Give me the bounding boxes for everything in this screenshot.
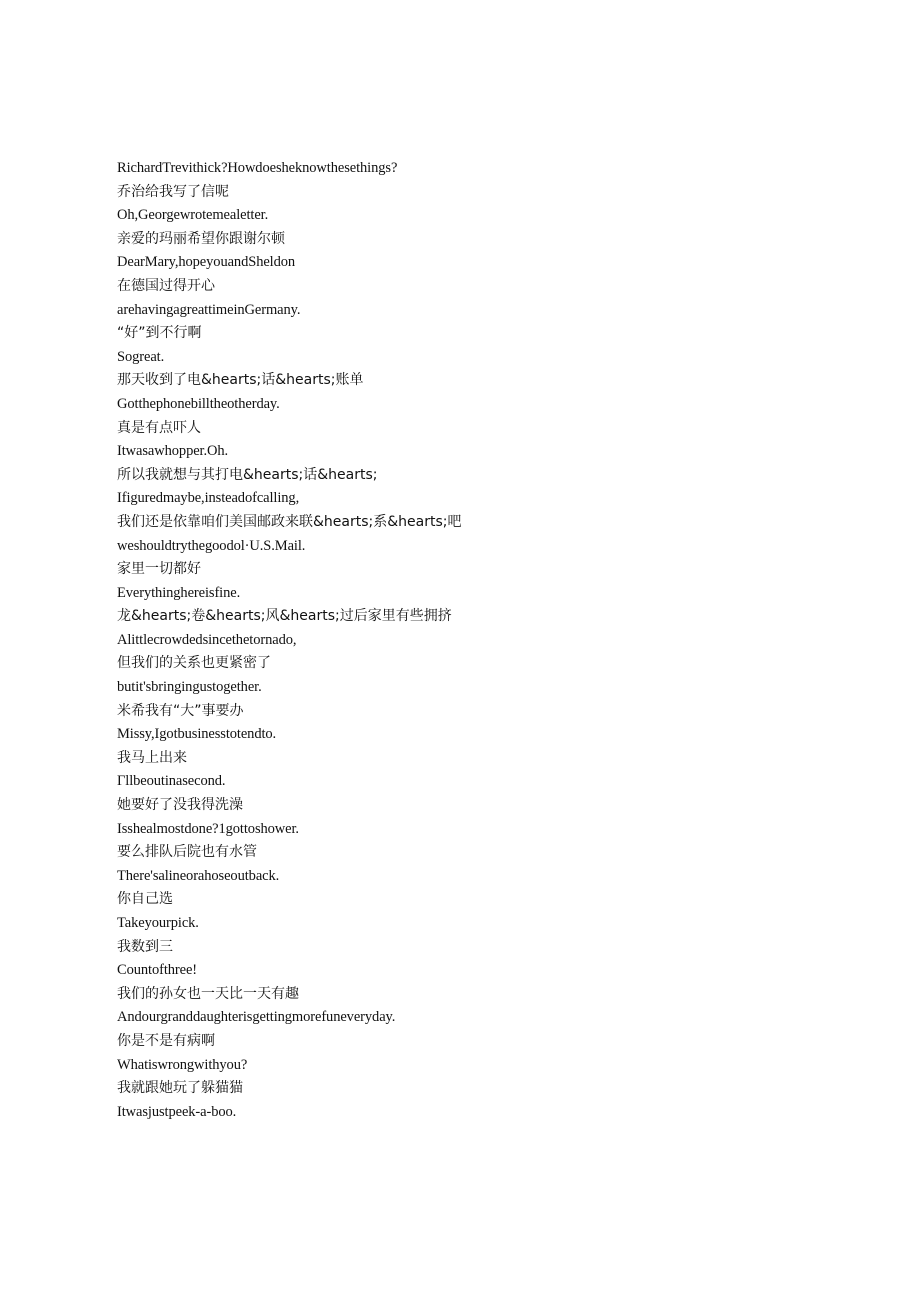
- subtitle-line-en: Takeyourpick.: [117, 915, 199, 931]
- subtitle-line-en: Γllbeoutinasecond.: [117, 773, 226, 790]
- subtitle-line-en: There'salineorahoseoutback.: [117, 867, 280, 884]
- subtitle-line-zh: 你是不是有病啊: [117, 1032, 215, 1049]
- subtitle-line-en: Itwasawhopper.Oh.: [117, 443, 229, 460]
- subtitle-line-zh: 我就跟她玩了躲猫猫: [117, 1080, 243, 1097]
- subtitle-line-en: Alittlecrowdedsincethetornado,: [117, 631, 297, 648]
- subtitle-line-en: Everythinghereisfine.: [117, 584, 241, 601]
- subtitle-line-en: weshouldtrythegoodol·U.S.Mail.: [117, 537, 306, 554]
- subtitle-line-zh: 米希我有“大”事要办: [117, 702, 244, 719]
- subtitle-line-en: Andourgranddaughterisgettingmorefuneveryday.: [117, 1009, 396, 1026]
- subtitle-line-en: arehavingagreattimeinGermany.: [117, 301, 301, 318]
- subtitle-line-zh: 她要好了没我得洗澡: [117, 797, 243, 814]
- subtitle-line-zh: 我马上出来: [117, 749, 187, 766]
- subtitle-line-zh: 我们的孙女也一天比一天有趣: [117, 985, 299, 1002]
- subtitle-line-zh: 那天收到了电&hearts;话&hearts;账单: [117, 372, 364, 389]
- subtitle-line-zh: 我数到三: [117, 938, 173, 955]
- subtitle-line-en: RichardTrevithick?Howdoesheknowthesethings?: [117, 160, 398, 176]
- subtitle-line-en: Oh,Georgewrotemealetter.: [117, 207, 269, 224]
- subtitle-line-en: Ifiguredmaybe,insteadofcalling,: [117, 490, 300, 507]
- subtitle-line-en: Missy,Igotbusinesstotendto.: [117, 726, 277, 743]
- subtitle-line-zh: 家里一切都好: [117, 561, 201, 578]
- subtitle-line-en: Countofthree!: [117, 962, 198, 979]
- subtitle-line-zh: 你自己选: [117, 891, 173, 908]
- subtitle-line-zh: 所以我就想与其打电&hearts;话&hearts;: [117, 466, 378, 483]
- subtitle-line-en: Isshealmostdone?1gottoshower.: [117, 820, 299, 837]
- subtitle-line-zh: 真是有点吓人: [117, 419, 201, 436]
- subtitle-line-en: Itwasjustpeek-a-boo.: [117, 1103, 237, 1120]
- subtitle-line-zh: 在德国过得开心: [117, 277, 215, 294]
- subtitle-line-en: butit'sbringingustogether.: [117, 679, 262, 696]
- subtitle-line-en: Sogreat.: [117, 348, 165, 365]
- subtitle-line-zh: 龙&hearts;卷&hearts;风&hearts;过后家里有些拥挤: [117, 608, 452, 625]
- document-page: [117, 157, 877, 1124]
- subtitle-line-zh: 要么排队后院也有水管: [117, 844, 257, 861]
- subtitle-line-zh: 我们还是依靠咱们美国邮政来联&hearts;系&hearts;吧: [117, 513, 462, 530]
- subtitle-line-zh: 亲爱的玛丽希望你跟谢尔顿: [117, 230, 285, 247]
- subtitle-line-zh: 乔治给我写了信呢: [117, 183, 229, 200]
- subtitle-line-en: Gotthephonebilltheotherday.: [117, 395, 280, 412]
- subtitle-line-en: DearMary,hopeyouandSheldon: [117, 254, 296, 271]
- subtitle-line-zh: 但我们的关系也更紧密了: [117, 655, 271, 672]
- subtitle-line-en: Whatiswrongwithyou?: [117, 1056, 248, 1073]
- subtitle-line-zh: “好”到不行啊: [117, 325, 202, 342]
